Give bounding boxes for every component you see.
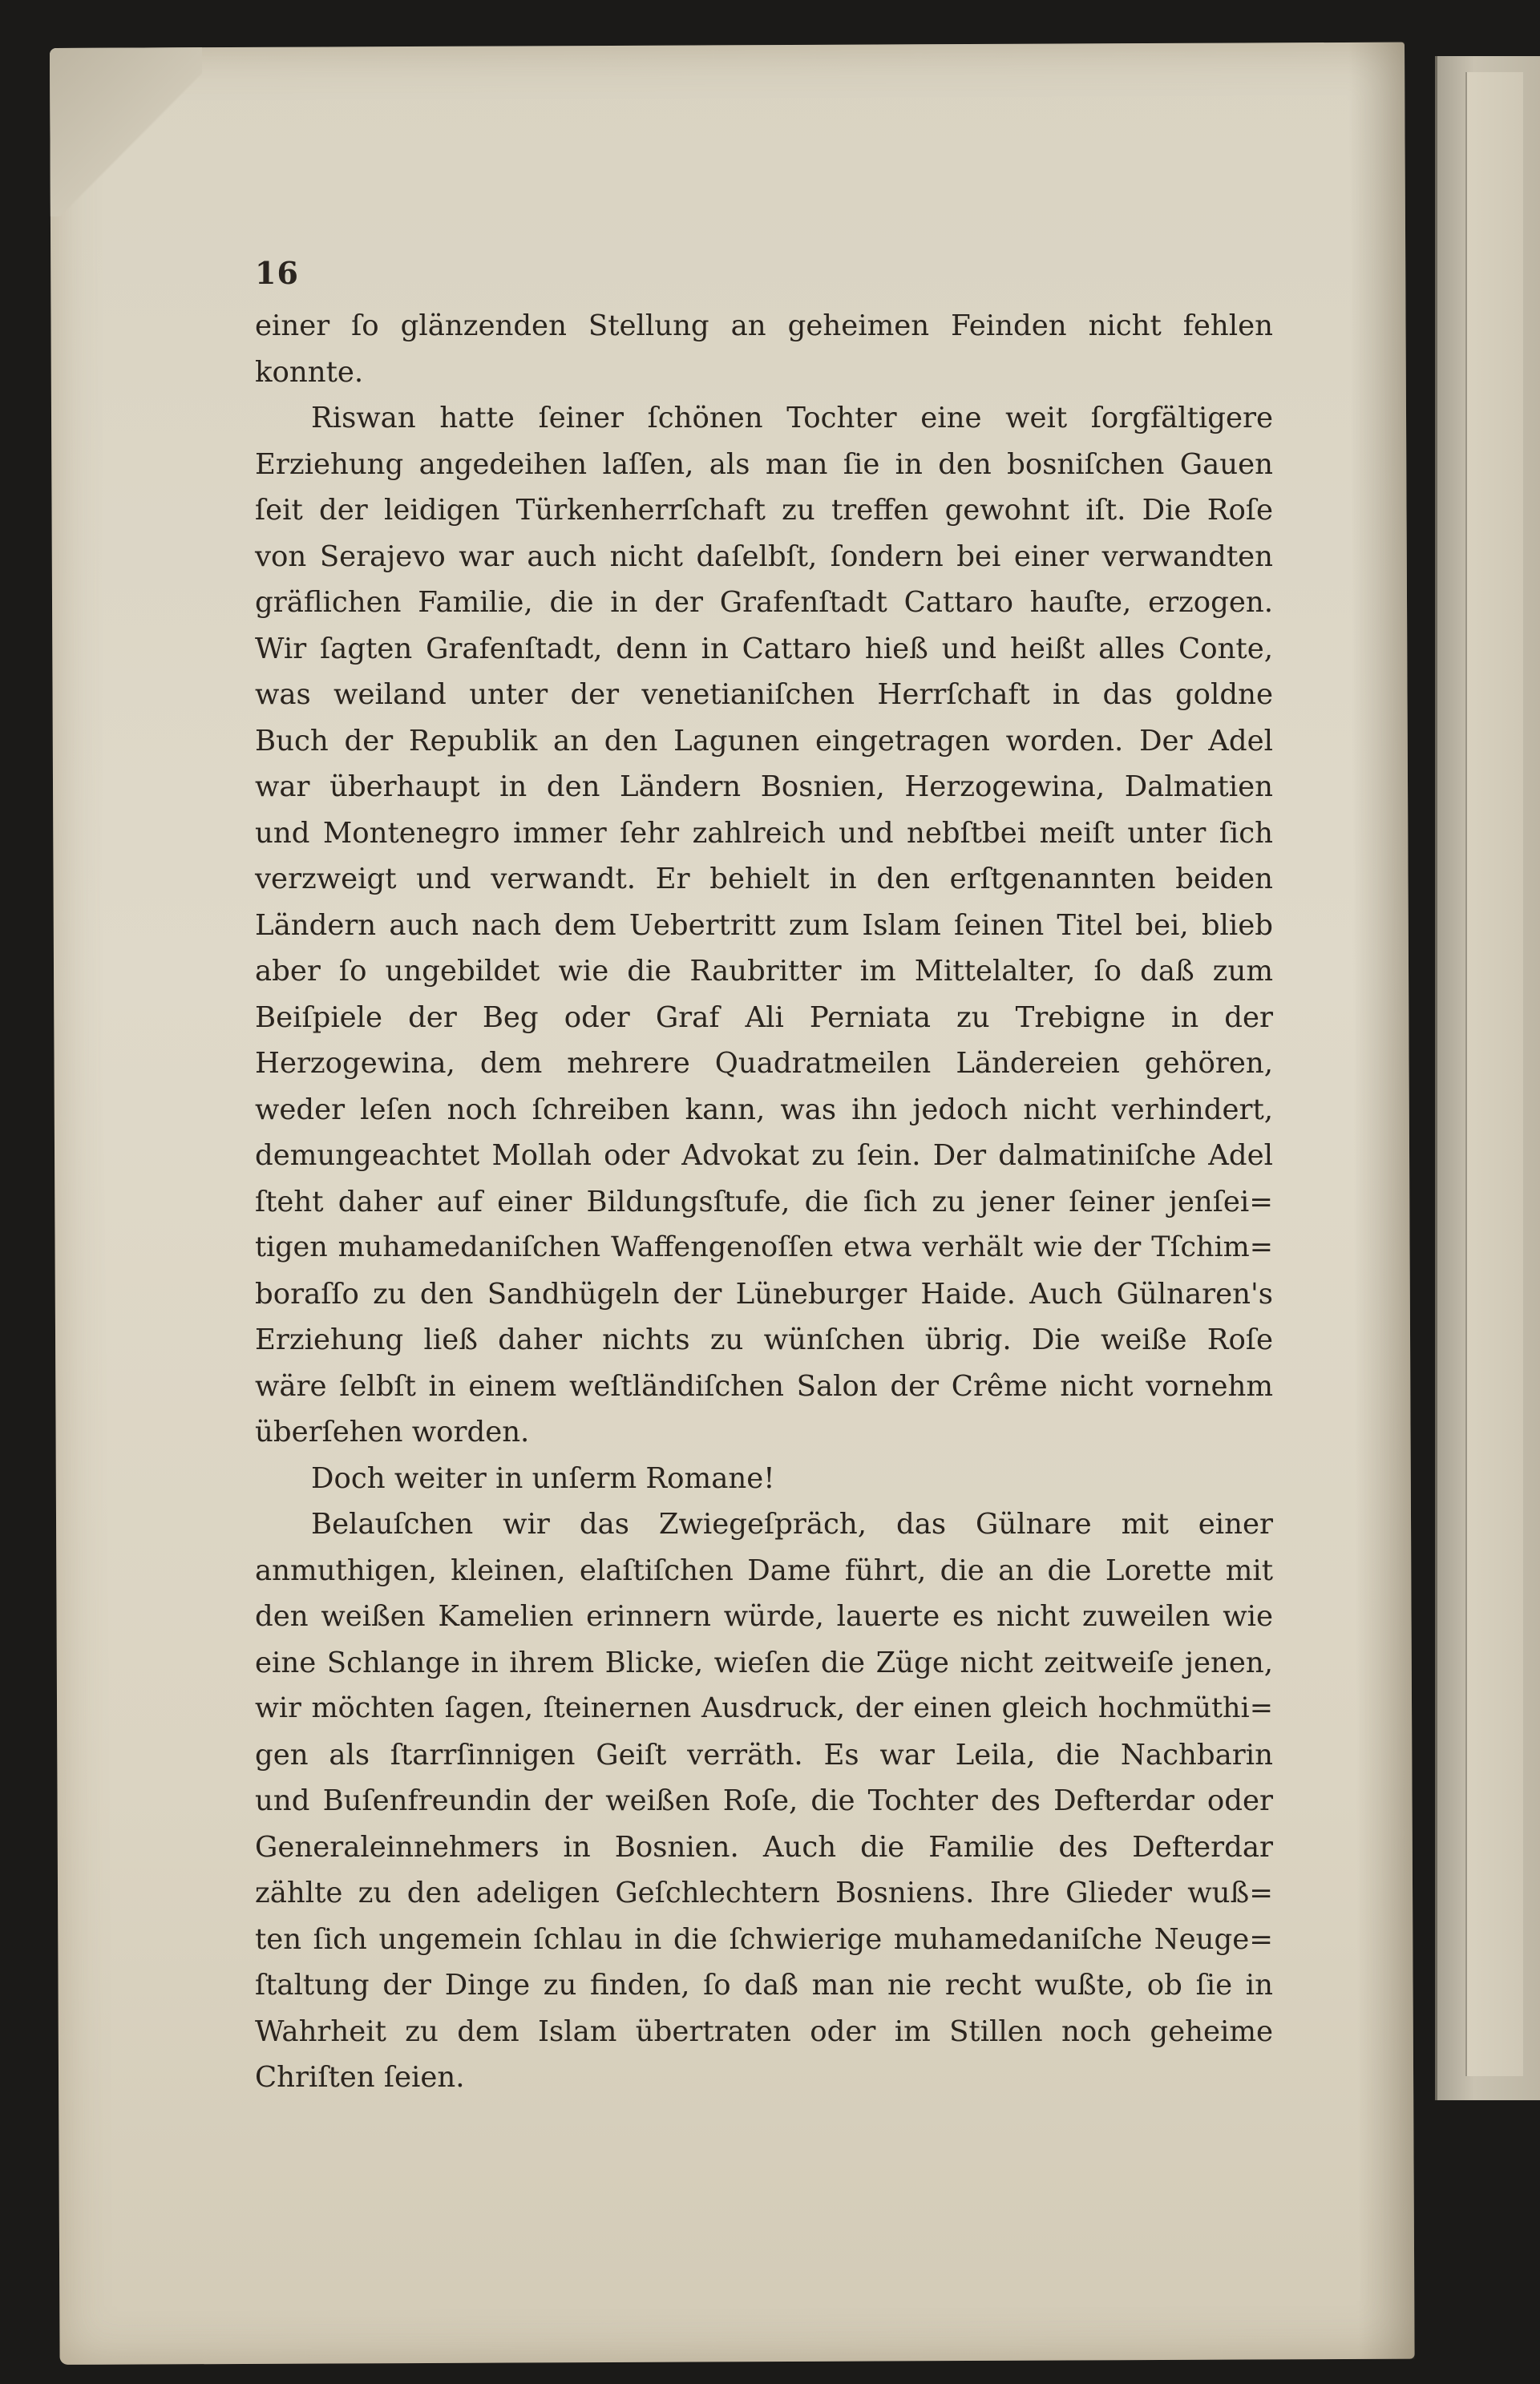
text-line: ten ſich ungemein ſchlau in die ſchwierige muhamedaniſche Neuge= [255, 1922, 1273, 1956]
text-line: verzweigt und verwandt. Er behielt in den erſtgenannten beiden [255, 863, 1273, 895]
text-line: von Serajevo war auch nicht daſelbſt, ſondern bei einer verwandten [255, 539, 1273, 573]
text-line: und Montenegro immer ſehr zahlreich und nebſtbei meiſt unter ſich [255, 816, 1273, 850]
text-line: wir möchten ſagen, ſteinernen Ausdruck, der einen gleich hochmüthi= [255, 1692, 1273, 1724]
text-line: Wir ſagten Grafenſtadt, denn in Cattaro hieß und heißt alles Conte, [255, 632, 1273, 665]
text-line: weder leſen noch ſchreiben kann, was ihn jedoch nicht verhindert, [255, 1093, 1273, 1126]
text-line: Riswan hatte ſeiner ſchönen Tochter eine weit ſorgfältigere [311, 402, 1273, 434]
text-line: boraſſo zu den Sandhügeln der Lüneburger Haide. Auch Gülnaren's [255, 1277, 1273, 1311]
body-text [255, 303, 1273, 2101]
text-line: ſteht daher auf einer Bildungsſtufe, die ſich zu jener ſeiner jenſei= [255, 1185, 1273, 1218]
text-line: tigen muhamedaniſchen Waffengenoſſen etwa verhält wie der Tſchim= [255, 1231, 1273, 1263]
text-line: gen als ſtarrſinnigen Geiſt verräth. Es war Leila, die Nachbarin [255, 1738, 1273, 1772]
text-line: demungeachtet Mollah oder Advokat zu ſein. Der dalmatiniſche Adel [255, 1139, 1273, 1172]
text-line: einer ſo glänzenden Stellung an geheimen Feinden nicht fehlen [255, 309, 1273, 342]
text-line: Beiſpiele der Beg oder Graf Ali Perniata zu Trebigne in der [255, 1000, 1273, 1034]
text-line: Erziehung angedeihen laſſen, als man ſie in den bosniſchen Gauen [255, 447, 1273, 481]
text-line: ſtaltung der Dinge zu finden, ſo daß man nie recht wußte, ob ſie in [255, 1969, 1273, 2002]
text-line: Ländern auch nach dem Uebertritt zum Islam ſeinen Titel bei, blieb [255, 908, 1273, 942]
text-line: Belauſchen wir das Zwiegeſpräch, das Gülnare mit einer [311, 1508, 1273, 1541]
text-line: wäre ſelbſt in einem weſtländiſchen Salon der Crême nicht vornehm [255, 1369, 1273, 1403]
text-line: aber ſo ungebildet wie die Raubritter im Mittelalter, ſo daß zum [255, 955, 1273, 988]
text-line: Herzogewina, dem mehrere Quadratmeilen Ländereien gehören, [255, 1047, 1273, 1080]
adjacent-page-edge [1465, 72, 1523, 2076]
page-gutter-shadow [1348, 42, 1415, 2359]
page-number: 16 [255, 255, 299, 291]
text-line: konnte. [255, 355, 364, 389]
text-line: Generaleinnehmers in Bosnien. Auch die Familie des Defterdar [255, 1830, 1273, 1864]
text-line: überſehen worden. [255, 1416, 530, 1449]
text-line: was weiland unter der venetianiſchen Herrſchaft in das goldne [255, 678, 1273, 711]
text-line: Wahrheit zu dem Islam übertraten oder im Stillen noch geheime [255, 2014, 1273, 2048]
folded-corner [50, 47, 203, 216]
text-line: Buch der Republik an den Lagunen eingetragen worden. Der Adel [255, 724, 1273, 758]
text-line: zählte zu den adeligen Geſchlechtern Bosniens. Ihre Glieder wuß= [255, 1877, 1273, 1909]
text-line: Doch weiter in unſerm Romane! [311, 1461, 775, 1495]
text-line: ſeit der leidigen Türkenherrſchaft zu treffen gewohnt iſt. Die Roſe [255, 494, 1273, 527]
text-line: und Buſenfreundin der weißen Roſe, die Tochter des Defterdar oder [255, 1784, 1273, 1817]
text-line: Chriſten ſeien. [255, 2061, 465, 2094]
text-line: anmuthigen, kleinen, elaſtiſchen Dame führt, die an die Lorette mit [255, 1554, 1273, 1587]
text-line: Erziehung ließ daher nichts zu wünſchen übrig. Die weiße Roſe [255, 1323, 1273, 1356]
text-line: war überhaupt in den Ländern Bosnien, Herzogewina, Dalmatien [255, 770, 1273, 803]
text-line: den weißen Kamelien erinnern würde, lauerte es nicht zuweilen wie [255, 1600, 1273, 1633]
text-line: gräflichen Familie, die in der Grafenſtadt Cattaro hauſte, erzogen. [255, 586, 1273, 619]
text-line: eine Schlange in ihrem Blicke, wieſen die Züge nicht zeitweiſe jenen, [255, 1646, 1273, 1679]
